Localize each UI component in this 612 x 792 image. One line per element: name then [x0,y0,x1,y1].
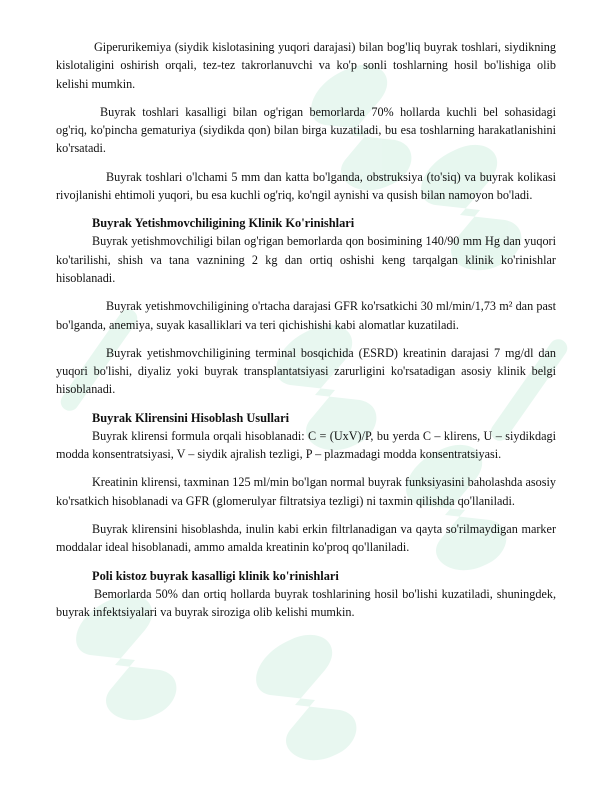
paragraph-inulin: Buyrak klirensini hisoblashda, inulin kabi erkin filtrlanadigan va qayta so'rilmaydigan marker moddalar ideal hisoblanadi, ammo amalda kreatinin ko'proq qo'llaniladi. [56,521,556,555]
document-body [56,38,556,621]
paragraph-stone-size: Buyrak toshlari o'lchami 5 mm dan katta bo'lganda, obstruksiya (to'siq) va buyrak kolikasi rivojlanishi ehtimoli yuqori, bu esa kuchli og'riq, ko'ngil aynishi va qusish bilan namoyon bo'ladi. [56,169,556,203]
paragraph-clearance-formula: Buyrak klirensi formula orqali hisoblanadi: C = (UxV)/P, bu yerda C – klirens, U – siydikdagi modda konsentratsiyasi, V – siydik ajralish tezligi, P – plazmadagi modda konsentratsiyasi. [56,428,556,462]
paragraph-gfr: Buyrak yetishmovchiligining o'rtacha darajasi GFR ko'rsatkichi 30 ml/min/1,73 m² dan past bo'lganda, anemiya, suyak kasalliklari va teri qichishishi kabi alomatlar kuzatiladi. [56,299,556,332]
paragraph-creatinine-clearance: Kreatinin klirensi, taxminan 125 ml/min bo'lgan normal buyrak funksiyasini baholashda asosiy ko'rsatkich hisoblanadi va GFR (glomerulyar filtratsiya tezligi) ni taxmin qilishda qo'llaniladi. [56,475,556,508]
paragraph-polycystic: Bemorlarda 50% dan ortiq hollarda buyrak toshlarining hosil bo'lishi kuzatiladi, shuningdek, buyrak infektsiyalari va buyrak siroziga olib kelishi mumkin. [56,586,556,619]
paragraph-hyperuricemia: Giperurikemiya (siydik kislotasining yuqori darajasi) bilan bog'liq buyrak toshlari, siydikning kislotaligini oshirish orqali, tez-tez takrorlanuvchi va ko'p sonli toshlarning hosil bo'lishiga olib kelishi mumkin. [56,40,556,91]
paragraph-stone-pain: Buyrak toshlari kasalligi bilan og'rigan bemorlarda 70% hollarda kuchli bel sohasidagi og'riq, ko'pincha gematuriya (siydikda qon) bilan birga kuzatiladi, bu esa toshlarning harakatlanishini ko'rsatadi. [56,104,556,156]
paragraph-blood-pressure: Buyrak yetishmovchiligi bilan og'rigan bemorlarda qon bosimining 140/90 mm Hg dan yuqori ko'tarilishi, shish va tana vaznining 2 kg dan ortiq oshishi keng tarqalgan klinik ko'rinishlar hisoblanadi. [56,234,556,285]
paragraph-esrd: Buyrak yetishmovchiligining terminal bosqichida (ESRD) kreatinin darajasi 7 mg/dl dan yuqori bo'lishi, diyaliz yoki buyrak transplantatsiyasi zarurligini ko'rsatadigan asosiy klinik belgi hisoblanadi. [56,345,556,397]
heading-clearance-methods: Buyrak Klirensini Hisoblash Usullari [92,410,290,425]
heading-renal-failure: Buyrak Yetishmovchiligining Klinik Ko'rinishlari [92,216,355,231]
heading-polycystic: Poli kistoz buyrak kasalligi klinik ko'rinishlari [92,568,339,583]
